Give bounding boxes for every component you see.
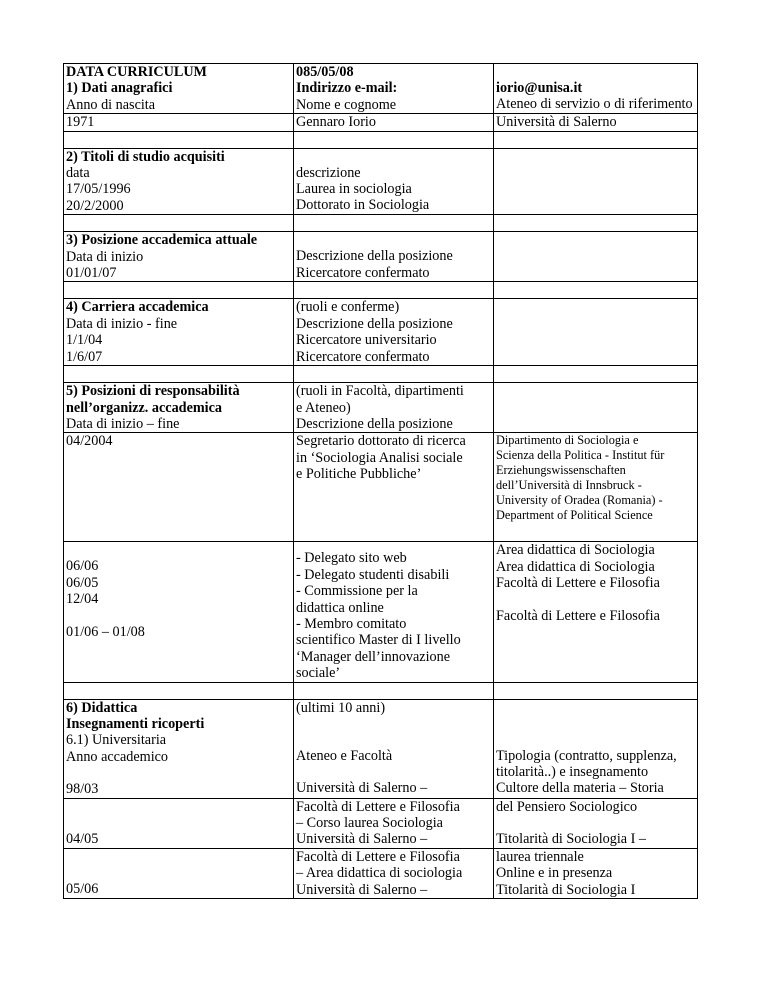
role-where: Area didattica di Sociologia [496,558,655,575]
table-row [64,232,698,282]
section-title: 3) Posizione accademica attuale [66,232,258,249]
cell [64,542,294,682]
section-note: (ruoli in Facoltà, dipartimenti [296,383,464,400]
header-date: 085/05/08 [296,64,354,80]
cell [64,433,294,542]
table-row [64,148,698,215]
table-row [64,114,698,131]
col-header: Data di inizio - fine [66,315,178,332]
career-date: 1/1/04 [66,332,103,349]
cell [494,64,698,114]
table-row [64,542,698,682]
role-where: Facoltà di Lettere e Filosofia [496,575,660,592]
cell [494,699,698,798]
cell [294,699,494,798]
table-row [64,366,698,383]
email-label: Indirizzo e-mail: [296,80,398,97]
table-row [64,282,698,299]
role-desc: - Commissione per la [296,583,418,600]
table-row [64,699,698,798]
teaching-type: laurea triennale [496,848,584,865]
role-desc: - Delegato studenti disabili [296,566,450,583]
cell [294,383,494,433]
teaching-ateneo: – Area didattica di sociologia [296,865,463,882]
full-name: Gennaro Iorio [296,114,376,131]
cell [294,433,494,542]
section-note: (ruoli e conferme) [296,299,400,316]
cell [494,383,698,433]
teaching-type: del Pensiero Sociologico [496,798,638,815]
cell [494,232,698,282]
cell [494,542,698,682]
section-title: 2) Titoli di studio acquisiti [66,148,225,165]
degree-date: 20/2/2000 [66,197,124,214]
section-title: 4) Carriera accademica [66,299,209,316]
position-desc: Ricercatore confermato [296,264,430,281]
col-header: Data di inizio [66,248,144,265]
subsection-title: 6.1) Universitaria [66,732,167,749]
cell [294,232,494,282]
header-label: DATA CURRICULUM [66,64,207,80]
teaching-ateneo: Università di Salerno – [296,831,428,848]
cell [64,114,294,131]
career-date: 1/6/07 [66,348,103,365]
col-header: titolarità..) e insegnamento [496,763,649,780]
table-row [64,299,698,366]
email-value: iorio@unisa.it [496,80,583,96]
cell [64,699,294,798]
role-desc: e Politiche Pubbliche’ [296,466,422,483]
degree-desc: Laurea in sociologia [296,181,412,198]
role-date: 12/04 [66,591,99,608]
career-desc: Ricercatore universitario [296,332,437,349]
teaching-ateneo: Facoltà di Lettere e Filosofia [296,848,460,865]
section-title: Insegnamenti ricoperti [66,715,205,732]
cell [294,148,494,215]
teaching-type: Titolarità di Sociologia I – [496,831,647,847]
cell [294,542,494,682]
birth-label: Anno di nascita [66,96,156,113]
cell [494,148,698,215]
col-header: Ateneo e Facoltà [296,747,393,764]
table-row [64,848,698,898]
teaching-type: Titolarità di Sociologia I [496,881,636,898]
role-desc: sociale’ [296,665,341,682]
col-header: descrizione [296,164,361,181]
role-where: Erziehungswissenschaften [496,463,626,478]
cell [494,299,698,366]
teaching-year: 98/03 [66,781,99,798]
cell [64,64,294,114]
role-desc: in ‘Sociologia Analisi sociale [296,449,463,466]
role-where: Area didattica di Sociologia [496,542,655,559]
cell [294,299,494,366]
section-title: 5) Posizioni di responsabilità [66,383,240,400]
degree-date: 17/05/1996 [66,181,131,198]
career-desc: Ricercatore confermato [296,348,430,365]
cell [294,114,494,131]
role-desc: scientifico Master di I livello [296,632,461,649]
role-date: 04/2004 [66,433,113,450]
col-header: Data di inizio – fine [66,415,180,432]
col-header: Descrizione della posizione [296,315,453,332]
cell [64,232,294,282]
cell [494,798,698,848]
col-header: Anno accademico [66,748,169,765]
cell [64,383,294,433]
teaching-ateneo: – Corso laurea Sociologia [296,815,443,831]
cell [294,64,494,114]
role-desc: - Delegato sito web [296,550,407,567]
position-start: 01/01/07 [66,265,117,282]
degree-desc: Dottorato in Sociologia [296,197,430,214]
role-desc: ‘Manager dell’innovazione [296,648,451,665]
col-header: Descrizione della posizione [296,248,453,265]
teaching-ateneo: Facoltà di Lettere e Filosofia [296,798,460,815]
col-header: Descrizione della posizione [296,415,453,432]
name-label: Nome e cognome [296,96,397,113]
cell [64,798,294,848]
table-row [64,682,698,699]
table-row [64,215,698,232]
col-header: Tipologia (contratto, supplenza, [496,747,677,764]
role-date: 06/05 [66,574,99,591]
role-date: 01/06 – 01/08 [66,623,145,640]
role-where: University of Oradea (Romania) - [496,493,663,508]
role-desc: didattica online [296,599,384,616]
table-row [64,64,698,114]
role-desc: - Membro comitato [296,615,407,632]
ateneo-label: Ateneo di servizio o di riferimento [496,96,693,113]
cell [494,433,698,542]
teaching-year: 05/06 [66,880,99,897]
ateneo-value: Università di Salerno [496,114,617,131]
role-where: Scienza della Politica - Institut für [496,448,665,463]
role-desc: Segretario dottorato di ricerca [296,433,466,450]
teaching-ateneo: Università di Salerno – [296,780,428,797]
section-note: (ultimi 10 anni) [296,699,386,716]
cell [294,848,494,898]
teaching-ateneo: Università di Salerno – [296,881,428,898]
teaching-type: Cultore della materia – Storia [496,780,664,797]
section-title: 1) Dati anagrafici [66,80,173,97]
teaching-year: 04/05 [66,830,99,847]
role-where: Department of Political Science [496,508,653,523]
table-row [64,798,698,848]
table-row [64,433,698,542]
col-header: data [66,165,90,182]
section-title: nell’organizz. accademica [66,399,223,416]
cell [64,299,294,366]
table-row [64,131,698,148]
cell [64,148,294,215]
cell [64,848,294,898]
cell [294,798,494,848]
role-date: 06/06 [66,558,99,575]
cell [494,114,698,131]
teaching-type: Online e in presenza [496,865,613,882]
birth-year: 1971 [66,114,95,131]
curriculum-table [63,63,698,899]
cell [494,848,698,898]
table-row [64,383,698,433]
role-where: dell’Università di Innsbruck - [496,478,642,493]
role-where: Facoltà di Lettere e Filosofia [496,607,660,624]
role-where: Dipartimento di Sociologia e [496,433,639,448]
section-note: e Ateneo) [296,399,351,416]
section-title: 6) Didattica [66,699,138,716]
